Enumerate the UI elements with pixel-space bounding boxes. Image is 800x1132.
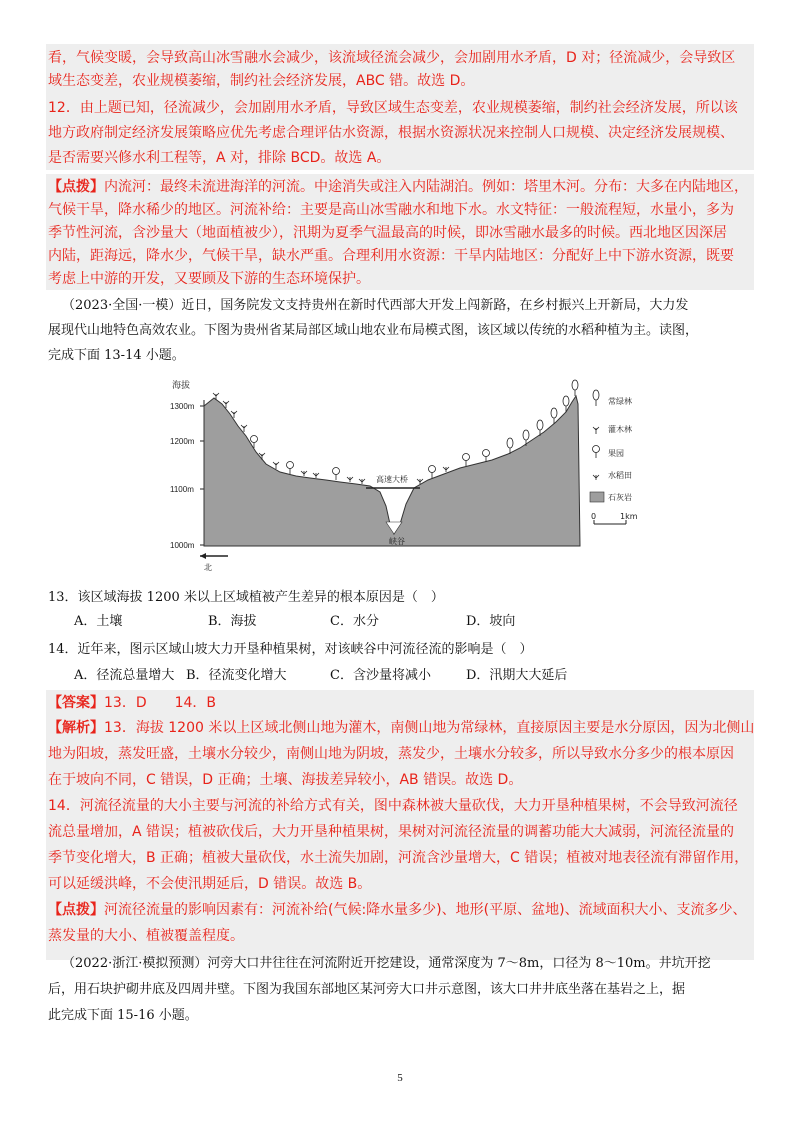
question-14-stem: 14．近年来，图示区域山坡大力开垦种植果树，对该峡谷中河流径流的影响是（ ）: [48, 642, 533, 657]
q13-option-a: A．土壤: [74, 614, 123, 629]
q13-option-b: B．海拔: [208, 614, 257, 629]
answer-tag: 【答案】: [48, 695, 104, 711]
tip-line: 蒸发量的大小、植被覆盖程度。: [48, 928, 244, 944]
legend-label: 石灰岩: [608, 493, 632, 502]
tip-line: 考虑上中游的开发，又要顾及下游的生态环境保护。: [48, 271, 370, 287]
analysis-line: 14．河流径流量的大小主要与河流的补给方式有关，图中森林被大量砍伐，大力开垦种植果树，不会导致河流径: [48, 798, 738, 814]
scale-end: 1km: [620, 512, 638, 521]
figure-ylabel: 海拔: [172, 381, 191, 391]
question-13-stem: 13．该区域海拔 1200 米以上区域植被产生差异的根本原因是（ ）: [48, 590, 444, 605]
analysis-line: 是否需要兴修水利工程等，A 对，排除 BCD。故选 A。: [48, 150, 391, 166]
tick-label: 1100m: [170, 485, 194, 494]
scale-start: 0: [591, 512, 597, 521]
north-arrow: [200, 553, 228, 572]
analysis-line: 域生态变差，农业规模萎缩，制约社会经济发展，ABC 错。故选 D。: [48, 73, 475, 89]
analysis-line: [48, 718, 754, 738]
mountain-agriculture-figure: [170, 374, 650, 574]
tick-label: 1300m: [170, 402, 195, 411]
analysis-line: 季节变化增大，B 正确；植被大量砍伐，水土流失加剧，河流含沙量增大，C 错误；植被对地表径流有滞留作用，: [48, 850, 749, 866]
tip-line: 气候干旱，降水稀少的地区。河流补给：主要是高山冰雪融水和地下水。水文特征：一般流程短，水量小，多为: [48, 202, 734, 218]
analysis-line: 在于坡向不同，C 错误，D 正确；土壤、海拔差异较小，AB 错误。故选 D。: [48, 772, 523, 788]
north-label: 北: [204, 563, 212, 572]
q14-option-d: D．汛期大大延后: [466, 668, 568, 683]
tick-label: 1200m: [170, 437, 195, 446]
intro-line: 此完成下面 15-16 小题。: [48, 1008, 198, 1023]
intro-line: 后，用石块护砌井底及四周井壁。下图为我国东部地区某河旁大口井示意图，该大口井井底坐落在基岩之上，据: [48, 982, 686, 997]
analysis-line: 可以延缓洪峰，不会使汛期延后，D 错误。故选 B。: [48, 876, 372, 892]
analysis-tag: 【解析】: [48, 720, 104, 736]
intro-line: 展现代山地特色高效农业。下图为贵州省某局部区域山地农业布局模式图，该区域以传统的水稻种植为主。读图，: [48, 323, 699, 338]
tip-line: [48, 900, 747, 920]
intro-line: （2022·浙江·模拟预测）河旁大口井往往在河流附近开挖建设，通常深度为 7～8m，口径为 8～10m。井坑开挖: [62, 956, 711, 971]
answer-line: [48, 693, 216, 713]
tip-line: [48, 177, 748, 197]
tick-label: 1000m: [170, 541, 195, 550]
analysis-line: 地为阳坡，蒸发旺盛，土壤水分较少，南侧山地为阴坡，蒸发少，土壤水分较多，所以导致水分多少的根本原因: [48, 746, 734, 762]
analysis-line: 看，气候变暖，会导致高山冰雪融水会减少，该流域径流会减少，会加剧用水矛盾，D 对；径流减少，会导致区: [48, 50, 736, 66]
tip-line: 内陆，距海远，降水少，气候干旱，缺水严重。合理利用水资源：干旱内陆地区：分配好上中下游水资源，既要: [48, 248, 734, 264]
tip-text: 内流河：最终未流进海洋的河流。中途消失或注入内陆湖泊。例如：塔里木河。分布：大多在内陆地区，: [104, 179, 748, 195]
legend-label: 灌木林: [608, 425, 632, 434]
figure-legend: [590, 390, 638, 524]
tip-line: 季节性河流，含沙量大（地面植被少），汛期为夏季气温最高的时候，即冰雪融水最多的时候。西北地区因深居: [48, 225, 727, 241]
bridge-label: 高速大桥: [376, 475, 408, 484]
q14-option-c: C．含沙量将减小: [330, 668, 431, 683]
tip-text: 河流径流量的影响因素有：河流补给(气候:降水量多少)、地形(平原、盆地)、流域面积大小、支流多少、: [104, 902, 747, 918]
q14-option-a: A．径流总量增大: [74, 668, 175, 683]
page-number: 5: [397, 1072, 403, 1084]
intro-line: （2023·全国·一模）近日，国务院发文支持贵州在新时代西部大开发上闯新路，在乡村振兴上开新局，大力发: [62, 298, 689, 313]
q14-option-b: B．径流变化增大: [186, 668, 287, 683]
q13-option-d: D．坡向: [466, 614, 516, 629]
analysis-line: 12．由上题已知，径流减少，会加剧用水矛盾，导致区域生态变差，农业规模萎缩，制约社会经济发展，所以该: [48, 100, 738, 116]
tip-tag: 【点拨】: [48, 179, 104, 195]
gorge-label: 峡谷: [389, 537, 405, 546]
tip-tag: 【点拨】: [48, 902, 104, 918]
legend-label: 果园: [608, 449, 624, 458]
analysis-line: 地方政府制定经济发展策略应优先考虑合理评估水资源，根据水资源状况来控制人口规模、决定经济发展规模、: [48, 125, 734, 141]
answer-text: 13．D 14．B: [104, 695, 217, 711]
legend-label: 常绿林: [608, 397, 632, 406]
q13-option-c: C．水分: [330, 614, 379, 629]
legend-label: 水稻田: [608, 471, 632, 480]
intro-line: 完成下面 13-14 小题。: [48, 348, 185, 363]
analysis-text: 13．海拔 1200 米以上区域北侧山地为灌木，南侧山地为常绿林，直接原因主要是水分原因，因为北侧山: [104, 720, 755, 736]
analysis-line: 流总量增加，A 错误；植被砍伐后，大力开垦种植果树，果树对河流径流量的调蓄功能大大减弱，河流径流量的: [48, 824, 735, 840]
